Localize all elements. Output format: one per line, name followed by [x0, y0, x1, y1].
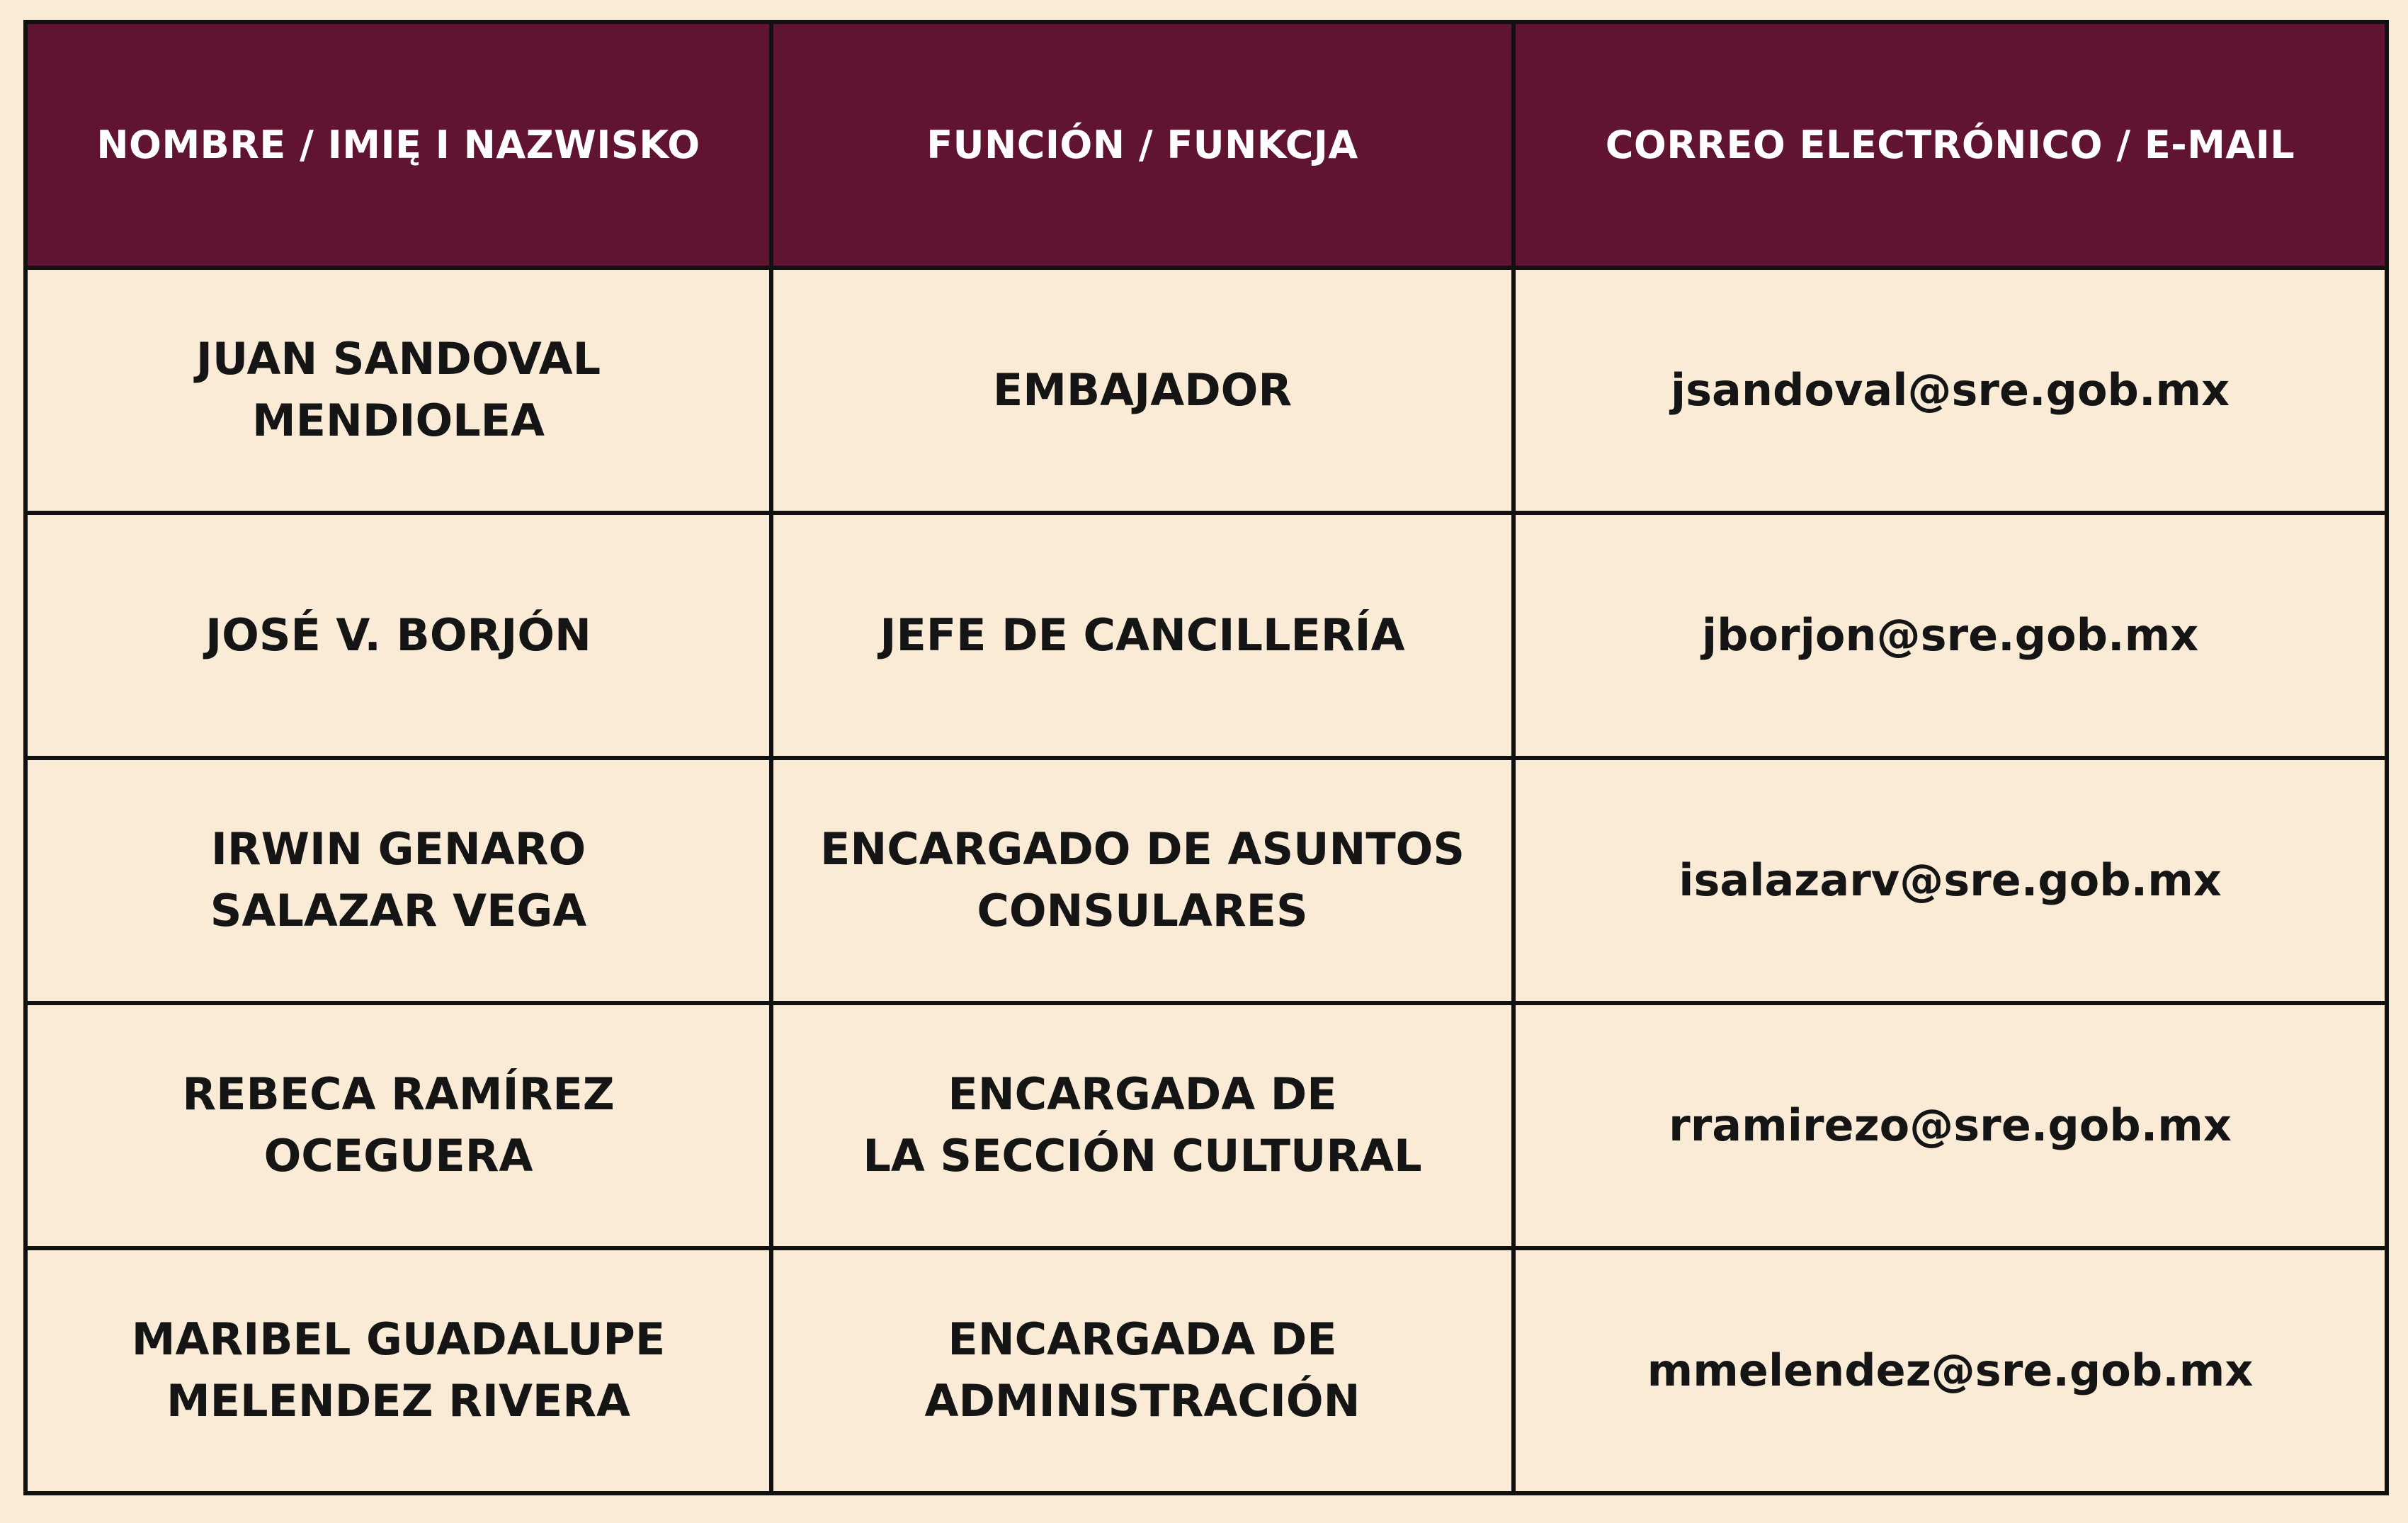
role-cell: JEFE DE CANCILLERÍA [771, 513, 1513, 758]
name-cell: IRWIN GENARO SALAZAR VEGA [25, 758, 771, 1003]
table-row [25, 758, 2387, 1003]
role-cell: ENCARGADA DE ADMINISTRACIÓN [771, 1248, 1513, 1493]
table-row [25, 1248, 2387, 1493]
email-cell: jsandoval@sre.gob.mx [1513, 268, 2387, 513]
table-row [25, 1003, 2387, 1248]
table-row [25, 268, 2387, 513]
name-cell: JOSÉ V. BORJÓN [25, 513, 771, 758]
contact-table [23, 20, 2389, 1495]
name-cell: MARIBEL GUADALUPE MELENDEZ RIVERA [25, 1248, 771, 1493]
table-row [25, 513, 2387, 758]
role-cell: EMBAJADOR [771, 268, 1513, 513]
email-cell: jborjon@sre.gob.mx [1513, 513, 2387, 758]
column-header-role: FUNCIÓN / FUNKCJA [771, 22, 1513, 268]
table-header-row [25, 22, 2387, 268]
name-cell: REBECA RAMÍREZ OCEGUERA [25, 1003, 771, 1248]
column-header-email: CORREO ELECTRÓNICO / E-MAIL [1513, 22, 2387, 268]
email-cell: rramirezo@sre.gob.mx [1513, 1003, 2387, 1248]
role-cell: ENCARGADA DE LA SECCIÓN CULTURAL [771, 1003, 1513, 1248]
name-cell: JUAN SANDOVAL MENDIOLEA [25, 268, 771, 513]
email-cell: mmelendez@sre.gob.mx [1513, 1248, 2387, 1493]
email-cell: isalazarv@sre.gob.mx [1513, 758, 2387, 1003]
role-cell: ENCARGADO DE ASUNTOS CONSULARES [771, 758, 1513, 1003]
column-header-name: NOMBRE / IMIĘ I NAZWISKO [25, 22, 771, 268]
